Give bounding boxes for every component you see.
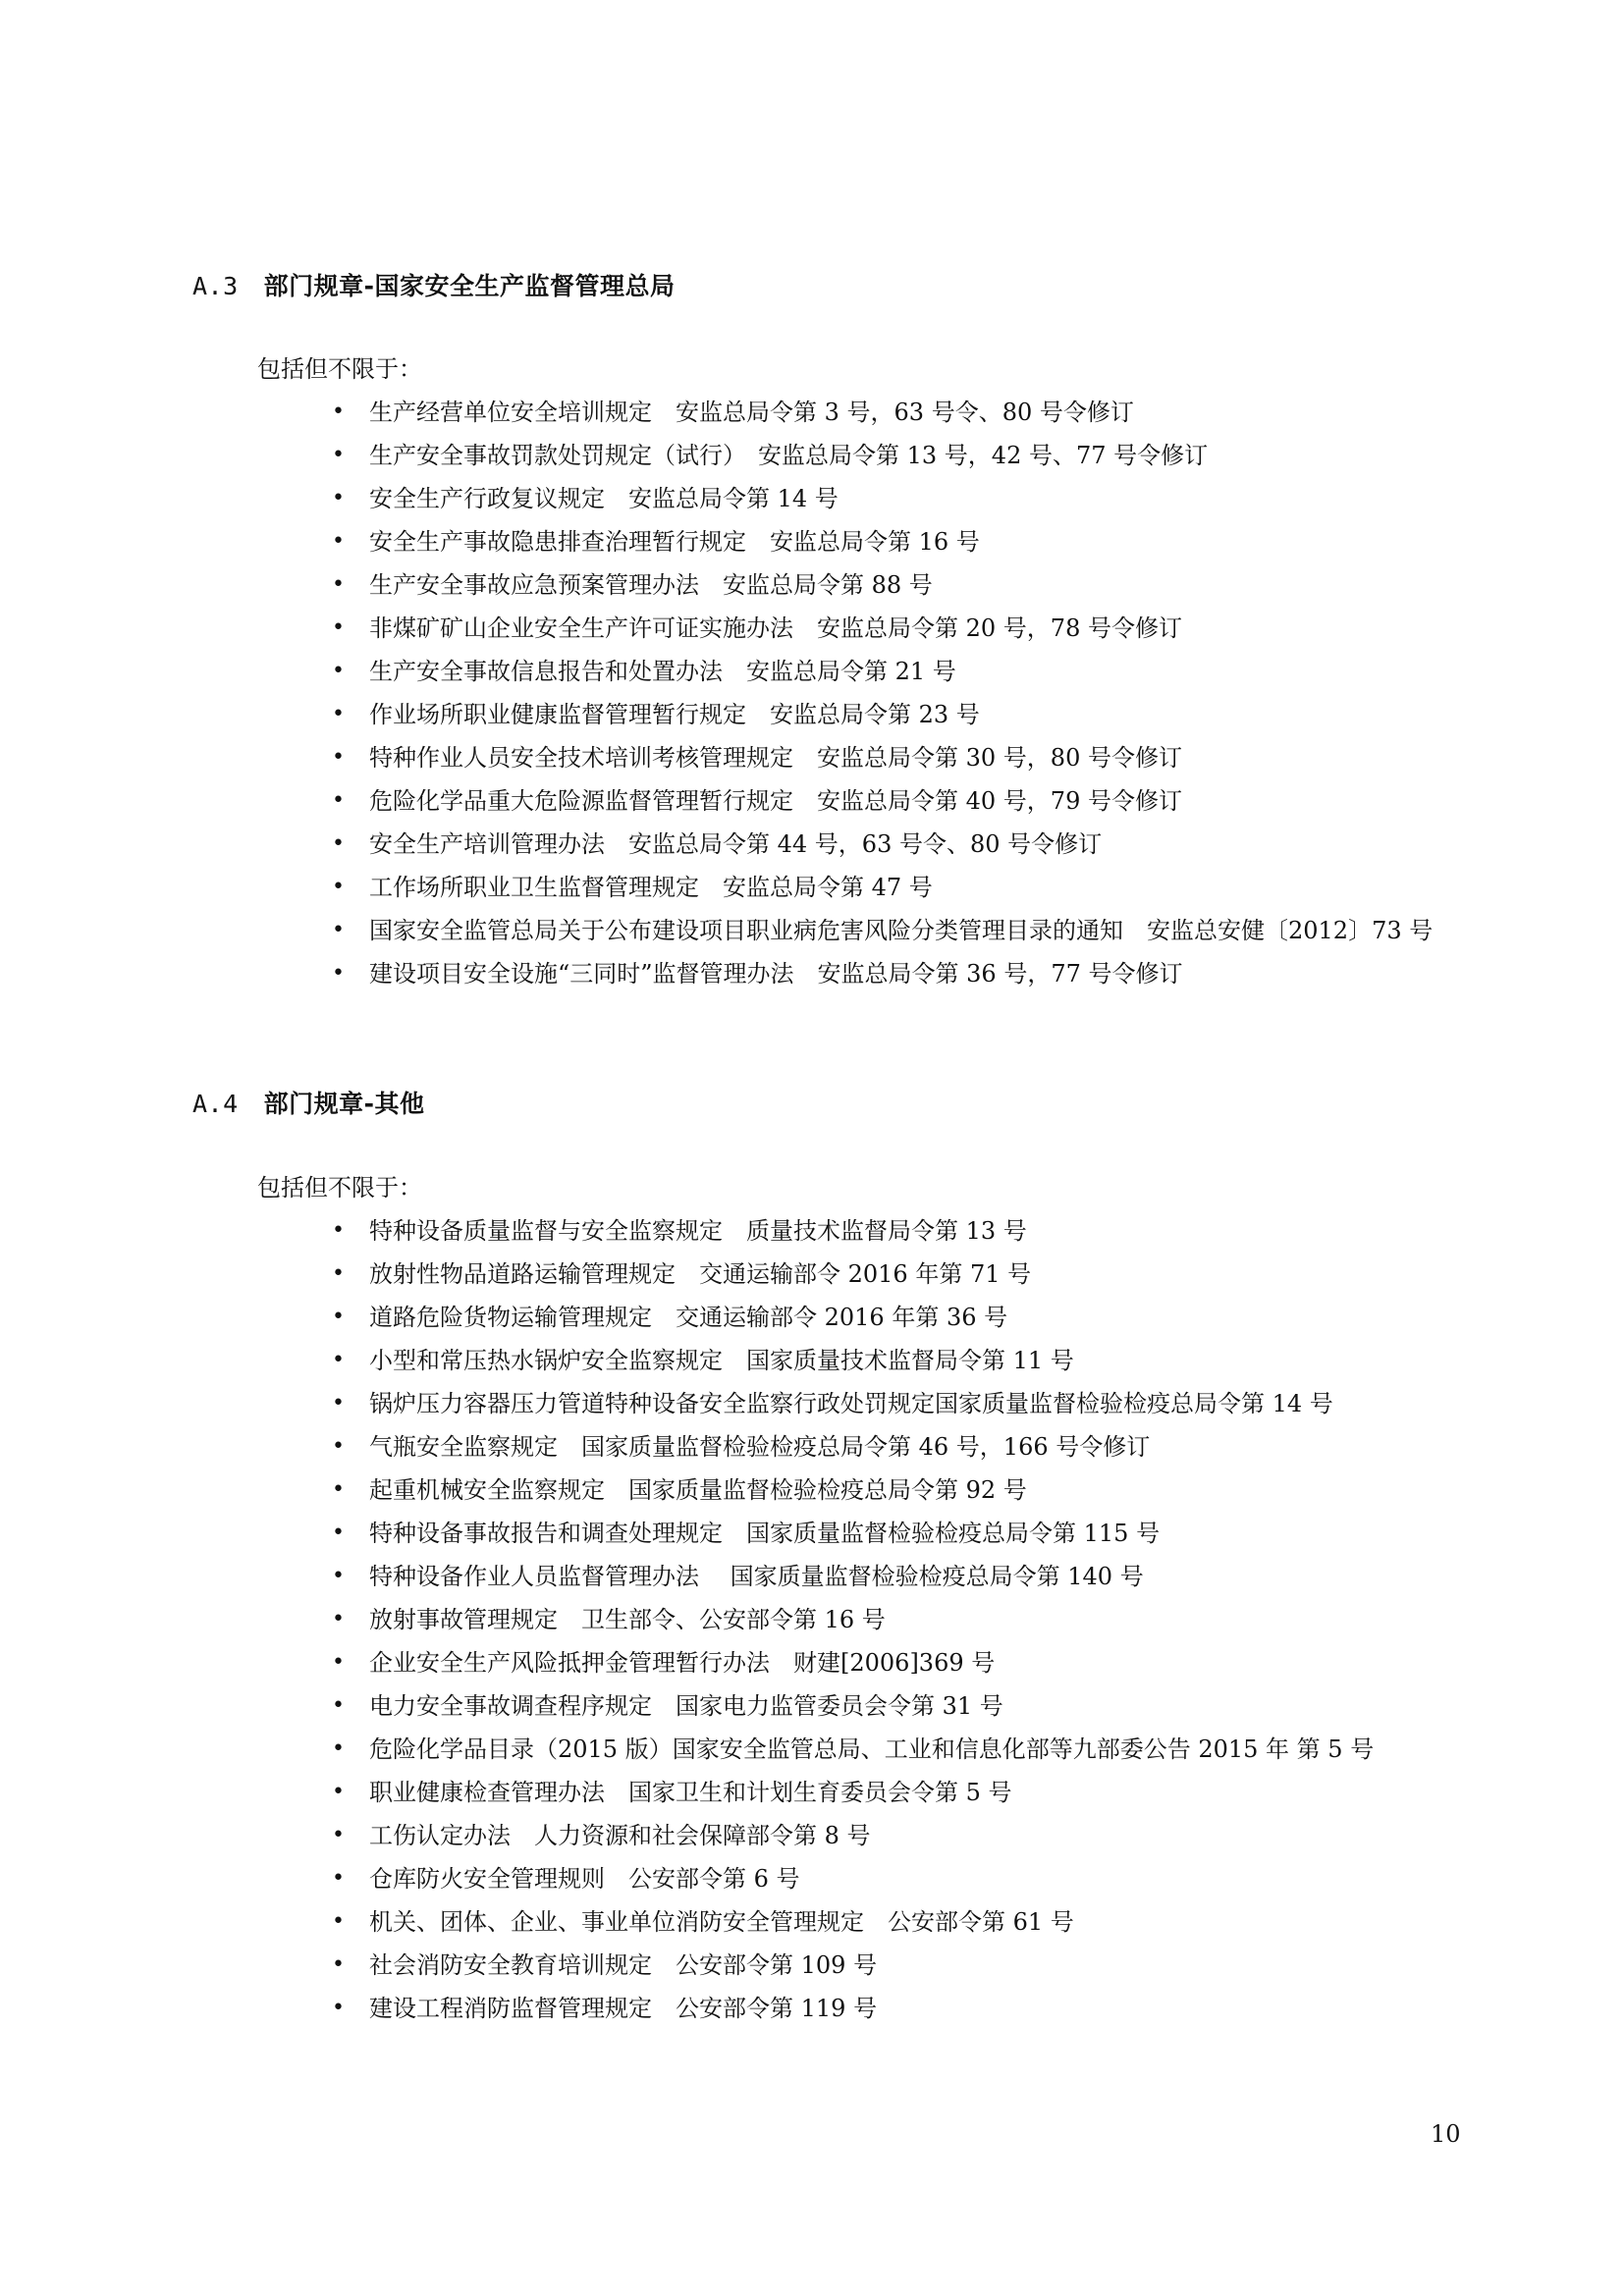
bullet-icon: •: [332, 788, 345, 813]
list-item-text: 企业安全生产风险抵押金管理暂行办法 财建[2006]369 号: [369, 1649, 996, 1677]
list-item-text: 机关、团体、企业、事业单位消防安全管理规定 公安部令第 61 号: [369, 1908, 1074, 1936]
bullet-icon: •: [332, 1823, 345, 1847]
list-item-text: 国家安全监管总局关于公布建设项目职业病危害风险分类管理目录的通知 安监总安健〔2012〕73 号: [369, 917, 1434, 944]
bullet-icon: •: [332, 702, 345, 726]
list-item: [0, 1771, 1489, 1814]
list-item: [0, 391, 1489, 434]
section-title-text: 部门规章-国家安全生产监督管理总局: [263, 272, 676, 300]
section-heading-a4: [192, 1085, 425, 1120]
list-item: [0, 477, 1489, 520]
list-item: [0, 1987, 1489, 2030]
bullet-icon: •: [332, 1952, 345, 1977]
list-item-text: 建设工程消防监督管理规定 公安部令第 119 号: [369, 1995, 878, 2022]
list-item-text: 气瓶安全监察规定 国家质量监督检验检疫总局令第 46 号，166 号令修订: [369, 1433, 1151, 1461]
list-item: [0, 1684, 1489, 1728]
list-item: [0, 650, 1489, 693]
list-item-text: 安全生产培训管理办法 安监总局令第 44 号，63 号令、80 号令修订: [369, 830, 1103, 858]
list-item: [0, 1814, 1489, 1857]
list-item-text: 道路危险货物运输管理规定 交通运输部令 2016 年第 36 号: [369, 1304, 1008, 1331]
list-item: [0, 1209, 1489, 1253]
list-item: [0, 1253, 1489, 1296]
bullet-icon: •: [332, 615, 345, 640]
bullet-icon: •: [332, 1996, 345, 2020]
page-number: 10: [1431, 2120, 1461, 2148]
list-item: [0, 736, 1489, 779]
list-item-text: 安全生产行政复议规定 安监总局令第 14 号: [369, 485, 839, 512]
bullet-icon: •: [332, 1736, 345, 1761]
list-item: [0, 1598, 1489, 1641]
section-intro-a4: 包括但不限于：: [257, 1174, 422, 1201]
bullet-icon: •: [332, 1391, 345, 1415]
bullet-icon: •: [332, 1218, 345, 1243]
list-item: [0, 434, 1489, 477]
bullet-icon: •: [332, 1780, 345, 1804]
bullet-icon: •: [332, 1909, 345, 1934]
list-item-text: 放射性物品道路运输管理规定 交通运输部令 2016 年第 71 号: [369, 1260, 1032, 1288]
section-intro-a3: 包括但不限于：: [257, 355, 422, 383]
list-item-text: 非煤矿矿山企业安全生产许可证实施办法 安监总局令第 20 号，78 号令修订: [369, 614, 1182, 642]
list-item: [0, 1382, 1489, 1425]
bullet-icon: •: [332, 1261, 345, 1286]
list-item-text: 危险化学品目录（2015 版）国家安全监管总局、工业和信息化部等九部委公告 2015 年 第 5 号: [369, 1735, 1375, 1763]
bullet-icon: •: [332, 961, 345, 986]
section-number: A.4: [192, 1090, 239, 1118]
list-item: [0, 1641, 1489, 1684]
bullet-icon: •: [332, 486, 345, 510]
bullet-icon: •: [332, 1650, 345, 1675]
list-item-text: 生产安全事故信息报告和处置办法 安监总局令第 21 号: [369, 658, 956, 685]
list-item: [0, 520, 1489, 563]
list-item: [0, 1900, 1489, 1944]
list-item-text: 生产经营单位安全培训规定 安监总局令第 3 号，63 号令、80 号令修订: [369, 399, 1134, 426]
list-item: [0, 823, 1489, 866]
list-item: [0, 1555, 1489, 1598]
list-item: [0, 563, 1489, 607]
bullet-icon: •: [332, 1305, 345, 1329]
bullet-icon: •: [332, 918, 345, 942]
regulation-list-a4: [0, 1209, 1624, 2030]
list-item-text: 小型和常压热水锅炉安全监察规定 国家质量技术监督局令第 11 号: [369, 1347, 1074, 1374]
bullet-icon: •: [332, 1434, 345, 1459]
list-item-text: 作业场所职业健康监督管理暂行规定 安监总局令第 23 号: [369, 701, 980, 728]
list-item-text: 职业健康检查管理办法 国家卫生和计划生育委员会令第 5 号: [369, 1779, 1012, 1806]
bullet-icon: •: [332, 1607, 345, 1631]
list-item-text: 危险化学品重大危险源监督管理暂行规定 安监总局令第 40 号，79 号令修订: [369, 787, 1182, 815]
list-item-text: 起重机械安全监察规定 国家质量监督检验检疫总局令第 92 号: [369, 1476, 1027, 1504]
list-item-text: 社会消防安全教育培训规定 公安部令第 109 号: [369, 1951, 878, 1979]
list-item-text: 工作场所职业卫生监督管理规定 安监总局令第 47 号: [369, 874, 933, 901]
list-item-text: 电力安全事故调查程序规定 国家电力监管委员会令第 31 号: [369, 1692, 1003, 1720]
bullet-icon: •: [332, 1348, 345, 1372]
list-item: [0, 1944, 1489, 1987]
list-item: [0, 1728, 1489, 1771]
list-item-text: 建设项目安全设施“三同时”监督管理办法 安监总局令第 36 号，77 号令修订: [369, 960, 1183, 988]
list-item-text: 特种设备事故报告和调查处理规定 国家质量监督检验检疫总局令第 115 号: [369, 1520, 1161, 1547]
list-item: [0, 866, 1489, 909]
section-number: A.3: [192, 272, 239, 300]
bullet-icon: •: [332, 443, 345, 467]
list-item-text: 放射事故管理规定 卫生部令、公安部令第 16 号: [369, 1606, 886, 1633]
section-title-text: 部门规章-其他: [263, 1090, 425, 1118]
bullet-icon: •: [332, 529, 345, 554]
list-item-text: 锅炉压力容器压力管道特种设备安全监察行政处罚规定国家质量监督检验检疫总局令第 14 号: [369, 1390, 1333, 1417]
list-item-text: 特种作业人员安全技术培训考核管理规定 安监总局令第 30 号，80 号令修订: [369, 744, 1182, 772]
bullet-icon: •: [332, 659, 345, 683]
list-item: [0, 1425, 1489, 1468]
list-item-text: 特种设备作业人员监督管理办法 国家质量监督检验检疫总局令第 140 号: [369, 1563, 1144, 1590]
bullet-icon: •: [332, 1477, 345, 1502]
list-item: [0, 1296, 1489, 1339]
list-item: [0, 607, 1489, 650]
regulation-list-a3: [0, 391, 1624, 995]
list-item: [0, 909, 1489, 952]
list-item: [0, 693, 1489, 736]
bullet-icon: •: [332, 1693, 345, 1718]
bullet-icon: •: [332, 1866, 345, 1891]
list-item: [0, 779, 1489, 823]
list-item-text: 仓库防火安全管理规则 公安部令第 6 号: [369, 1865, 800, 1893]
list-item-text: 工伤认定办法 人力资源和社会保障部令第 8 号: [369, 1822, 871, 1849]
bullet-icon: •: [332, 745, 345, 770]
bullet-icon: •: [332, 875, 345, 899]
list-item: [0, 952, 1489, 995]
section-heading-a3: [192, 267, 676, 302]
list-item: [0, 1512, 1489, 1555]
list-item-text: 特种设备质量监督与安全监察规定 质量技术监督局令第 13 号: [369, 1217, 1027, 1245]
bullet-icon: •: [332, 1564, 345, 1588]
bullet-icon: •: [332, 831, 345, 856]
bullet-icon: •: [332, 572, 345, 597]
list-item-text: 生产安全事故罚款处罚规定（试行） 安监总局令第 13 号，42 号、77 号令修订: [369, 442, 1209, 469]
list-item: [0, 1339, 1489, 1382]
list-item: [0, 1857, 1489, 1900]
list-item: [0, 1468, 1489, 1512]
bullet-icon: •: [332, 1521, 345, 1545]
list-item-text: 安全生产事故隐患排查治理暂行规定 安监总局令第 16 号: [369, 528, 980, 556]
bullet-icon: •: [332, 400, 345, 424]
list-item-text: 生产安全事故应急预案管理办法 安监总局令第 88 号: [369, 571, 933, 599]
